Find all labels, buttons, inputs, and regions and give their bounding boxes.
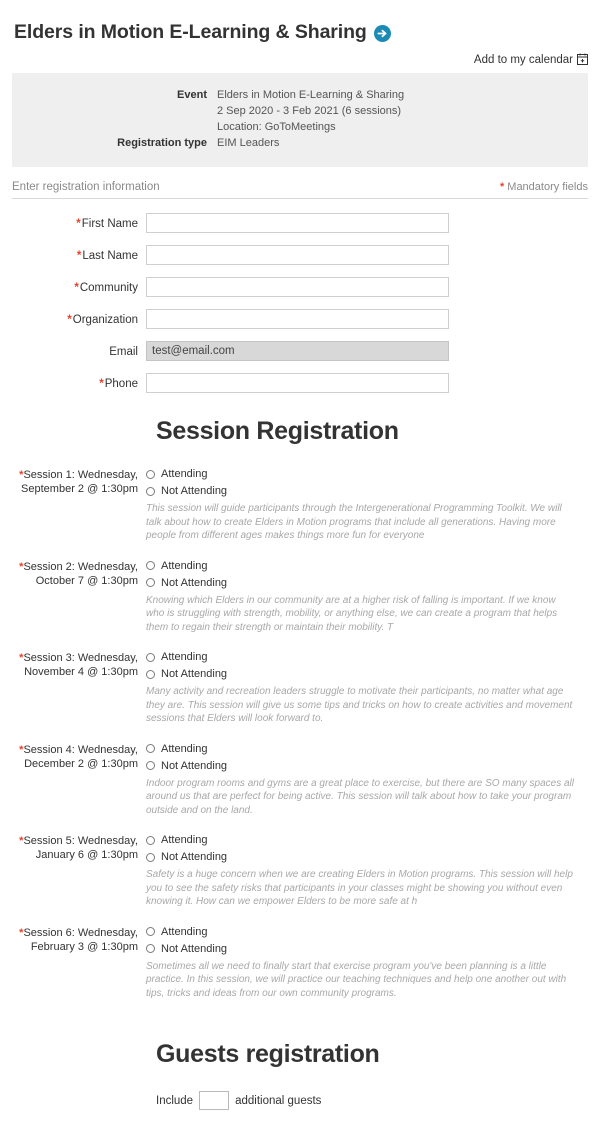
label-last-name: *Last Name bbox=[76, 250, 138, 263]
label-first-name: *First Name bbox=[76, 218, 138, 231]
session-options-3 bbox=[146, 651, 600, 726]
table-row bbox=[24, 135, 576, 151]
label-organization: *Organization bbox=[67, 314, 138, 327]
session-description-2: Knowing which Elders in our community are at a higher risk of falling is important. If we know who is struggling with strength, mobility, or anything else, we can create a program that helps them to regain their strength or maintain their mobility. T bbox=[146, 594, 558, 633]
radio-attending-4[interactable] bbox=[146, 743, 590, 755]
radio-attending-6[interactable] bbox=[146, 926, 590, 938]
registration-form bbox=[0, 199, 600, 395]
radio-not-attending-5[interactable] bbox=[146, 851, 590, 863]
circle-arrow-right-icon[interactable] bbox=[374, 25, 391, 42]
radio-circle-icon[interactable] bbox=[146, 561, 155, 570]
session-description-5: Safety is a huge concern when we are creating Elders in Motion programs. This session will help you to see the safety risks that participants in your classes might be showing you without even knowing it. How can we empower Elders to be more safe at h bbox=[146, 869, 573, 908]
last-name-input[interactable] bbox=[146, 245, 449, 265]
guests-count-row bbox=[156, 1091, 600, 1110]
radio-not-attending-1[interactable] bbox=[146, 485, 590, 497]
radio-label-not-attending: Not Attending bbox=[161, 485, 228, 498]
enter-registration-information-label: Enter registration information bbox=[12, 181, 160, 194]
radio-circle-icon[interactable] bbox=[146, 761, 155, 770]
radio-not-attending-3[interactable] bbox=[146, 668, 590, 680]
event-location-text: Location: GoToMeetings bbox=[217, 121, 336, 134]
phone-input[interactable] bbox=[146, 373, 449, 393]
required-star-icon: * bbox=[76, 218, 81, 231]
session-options-6 bbox=[146, 926, 600, 1001]
session-options-2 bbox=[146, 560, 600, 635]
radio-label-not-attending: Not Attending bbox=[161, 668, 228, 681]
radio-label-not-attending: Not Attending bbox=[161, 576, 228, 589]
session-label-1: *Session 1: Wednesday, September 2 @ 1:30pm bbox=[19, 469, 138, 496]
session-row-2 bbox=[0, 560, 600, 635]
mandatory-fields-note bbox=[500, 181, 588, 193]
calendar-icon[interactable] bbox=[577, 53, 588, 65]
info-label-registration-type: Registration type bbox=[117, 137, 207, 150]
registration-info-strip bbox=[12, 181, 588, 199]
required-star-icon: * bbox=[19, 469, 24, 482]
required-star-icon: * bbox=[19, 560, 24, 573]
radio-not-attending-6[interactable] bbox=[146, 943, 590, 955]
radio-not-attending-2[interactable] bbox=[146, 577, 590, 589]
field-row-first-name bbox=[0, 213, 600, 235]
session-options-5 bbox=[146, 834, 600, 909]
email-input bbox=[146, 341, 449, 361]
mandatory-star-icon: * bbox=[499, 181, 505, 194]
required-star-icon: * bbox=[19, 652, 24, 665]
community-input[interactable] bbox=[146, 277, 449, 297]
radio-circle-icon[interactable] bbox=[146, 670, 155, 679]
required-star-icon: * bbox=[19, 743, 24, 756]
add-to-calendar-link[interactable]: Add to my calendar bbox=[473, 53, 573, 66]
session-row-6 bbox=[0, 926, 600, 1001]
session-list bbox=[0, 468, 600, 1000]
session-label-5: *Session 5: Wednesday, January 6 @ 1:30pm bbox=[19, 835, 138, 862]
session-description-6: Sometimes all we need to finally start that exercise program you've been planning is a little practice. In this session, we will practice our teaching techniques and help one another out with tips, tricks and ideas from our own community programs. bbox=[146, 960, 567, 999]
radio-label-not-attending: Not Attending bbox=[161, 851, 228, 864]
event-name-text: Elders in Motion E-Learning & Sharing bbox=[217, 89, 405, 102]
session-options-1 bbox=[146, 468, 600, 543]
session-label-4: *Session 4: Wednesday, December 2 @ 1:30pm bbox=[19, 743, 138, 770]
session-row-4 bbox=[0, 743, 600, 818]
radio-attending-2[interactable] bbox=[146, 560, 590, 572]
session-label-6: *Session 6: Wednesday, February 3 @ 1:30pm bbox=[19, 926, 138, 953]
session-description-1: This session will guide participants through the Intergenerational Programming Toolkit. We will talk about how to create Elders in Motion programs that include all generations. Having more people from different ages makes things more fun for everyone bbox=[146, 503, 562, 542]
radio-circle-icon[interactable] bbox=[146, 744, 155, 753]
registration-type-text: EIM Leaders bbox=[217, 137, 280, 150]
info-value-registration-type bbox=[217, 135, 576, 151]
radio-label-attending: Attending bbox=[161, 468, 208, 481]
field-row-email bbox=[0, 341, 600, 363]
radio-circle-icon[interactable] bbox=[146, 853, 155, 862]
session-description-4: Indoor program rooms and gyms are a great place to exercise, but there are SO many spaces all around us that are perfect for being active. This session will talk about how to take your program outside and on the land. bbox=[146, 777, 574, 816]
session-row-1 bbox=[0, 468, 600, 543]
field-row-organization bbox=[0, 309, 600, 331]
session-label-3: *Session 3: Wednesday, November 4 @ 1:30pm bbox=[19, 652, 138, 679]
radio-label-not-attending: Not Attending bbox=[161, 942, 228, 955]
event-info-box bbox=[12, 73, 588, 167]
radio-not-attending-4[interactable] bbox=[146, 760, 590, 772]
first-name-input[interactable] bbox=[146, 213, 449, 233]
info-value-event bbox=[217, 87, 576, 135]
guests-registration-heading: Guests registration bbox=[156, 1040, 380, 1069]
calendar-row bbox=[0, 43, 600, 73]
info-label-event: Event bbox=[177, 89, 207, 102]
radio-label-not-attending: Not Attending bbox=[161, 759, 228, 772]
event-info-table bbox=[24, 87, 576, 151]
session-registration-heading: Session Registration bbox=[156, 417, 399, 446]
radio-label-attending: Attending bbox=[161, 742, 208, 755]
guests-suffix-label: additional guests bbox=[235, 1094, 322, 1107]
radio-label-attending: Attending bbox=[161, 559, 208, 572]
session-row-3 bbox=[0, 651, 600, 726]
radio-attending-5[interactable] bbox=[146, 834, 590, 846]
guests-count-input[interactable] bbox=[199, 1091, 229, 1110]
field-row-phone bbox=[0, 373, 600, 395]
required-star-icon: * bbox=[19, 835, 24, 848]
radio-label-attending: Attending bbox=[161, 925, 208, 938]
page-header bbox=[0, 0, 600, 43]
bottom-spacer bbox=[0, 1110, 600, 1128]
session-options-4 bbox=[146, 743, 600, 818]
radio-attending-3[interactable] bbox=[146, 651, 590, 663]
session-description-3: Many activity and recreation leaders struggle to motivate their participants, no matter what age they are. This session will give us some tips and tricks on how to create activities and movement sessions that Elders will look forward to. bbox=[146, 686, 573, 725]
required-star-icon: * bbox=[67, 314, 72, 327]
label-phone: *Phone bbox=[99, 378, 138, 391]
radio-circle-icon[interactable] bbox=[146, 653, 155, 662]
field-row-community bbox=[0, 277, 600, 299]
radio-circle-icon[interactable] bbox=[146, 927, 155, 936]
radio-circle-icon[interactable] bbox=[146, 836, 155, 845]
required-star-icon: * bbox=[99, 378, 104, 391]
radio-circle-icon[interactable] bbox=[146, 944, 155, 953]
radio-circle-icon[interactable] bbox=[146, 578, 155, 587]
organization-input[interactable] bbox=[146, 309, 449, 329]
field-row-last-name bbox=[0, 245, 600, 267]
required-star-icon: * bbox=[19, 926, 24, 939]
page-title: Elders in Motion E-Learning & Sharing bbox=[14, 21, 367, 43]
radio-attending-1[interactable] bbox=[146, 468, 590, 480]
radio-label-attending: Attending bbox=[161, 651, 208, 664]
required-star-icon: * bbox=[76, 250, 82, 263]
label-email: Email bbox=[109, 346, 138, 359]
radio-circle-icon[interactable] bbox=[146, 487, 155, 496]
guests-prefix-label: Include bbox=[156, 1094, 194, 1107]
session-row-5 bbox=[0, 834, 600, 909]
radio-label-attending: Attending bbox=[161, 834, 208, 847]
required-star-icon: * bbox=[74, 282, 79, 295]
mandatory-fields-label: Mandatory fields bbox=[507, 181, 588, 194]
session-label-2: *Session 2: Wednesday, October 7 @ 1:30pm bbox=[19, 560, 138, 587]
event-dates-text: 2 Sep 2020 - 3 Feb 2021 (6 sessions) bbox=[217, 105, 402, 118]
radio-circle-icon[interactable] bbox=[146, 470, 155, 479]
table-row bbox=[24, 87, 576, 135]
label-community: *Community bbox=[74, 282, 138, 295]
